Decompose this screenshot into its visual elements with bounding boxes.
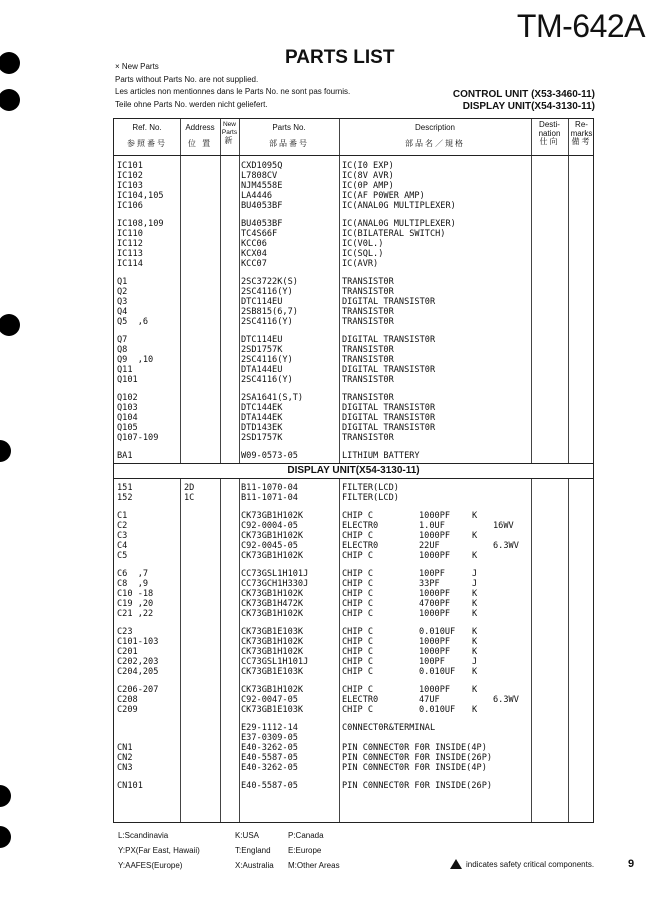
description-cell: PIN C0NNECT0R F0R INSIDE(4P) xyxy=(342,743,487,753)
tolerance-cell: K xyxy=(472,599,478,609)
parts-no-cell: E40-5587-05 xyxy=(241,781,298,791)
description-cell: DIGITAL TRANSIST0R xyxy=(342,423,436,433)
value-cell: 1.0UF xyxy=(419,521,445,531)
tolerance-cell: K xyxy=(472,647,478,657)
table-row xyxy=(114,521,593,531)
description-cell: IC(AVR) xyxy=(342,259,379,269)
parts-no-cell: NJM4558E xyxy=(241,181,283,191)
table-row xyxy=(114,483,593,493)
ref-cell: Q5 ,6 xyxy=(117,317,149,327)
parts-no-cell: 2SB815(6,7) xyxy=(241,307,298,317)
ref-cell: IC102 xyxy=(117,171,143,181)
table-row xyxy=(114,637,593,647)
tolerance-cell: J xyxy=(472,569,478,579)
table-row xyxy=(114,423,593,433)
ref-cell: CN1 xyxy=(117,743,133,753)
value-cell: 100PF xyxy=(419,657,445,667)
ref-cell: C201 xyxy=(117,647,138,657)
parts-no-cell: 2SC4116(Y) xyxy=(241,355,293,365)
ref-cell: 151 xyxy=(117,483,133,493)
description-cell: CHIP C xyxy=(342,579,374,589)
ref-cell: Q105 xyxy=(117,423,138,433)
table-row xyxy=(114,413,593,423)
ref-cell: Q102 xyxy=(117,393,138,403)
tolerance-cell: K xyxy=(472,511,478,521)
description-cell: TRANSIST0R xyxy=(342,433,394,443)
table-row xyxy=(114,433,593,443)
description-cell: TRANSIST0R xyxy=(342,317,394,327)
table-row xyxy=(114,627,593,637)
description-cell: IC(ANAL0G MULTIPLEXER) xyxy=(342,219,456,229)
legend-col-1: L:Scandinavia Y:PX(Far East, Hawaii) Y:AAFES(Europe) xyxy=(118,831,200,870)
description-cell: IC(I0 EXP) xyxy=(342,161,394,171)
description-cell: TRANSIST0R xyxy=(342,307,394,317)
ref-cell: C6 ,7 xyxy=(117,569,149,579)
ref-cell: C5 xyxy=(117,551,128,561)
parts-no-cell: E40-5587-05 xyxy=(241,753,298,763)
ref-cell: Q1 xyxy=(117,277,128,287)
header-address: Address 位 置 xyxy=(185,123,215,148)
table-row xyxy=(114,297,593,307)
description-cell: IC(ANAL0G MULTIPLEXER) xyxy=(342,201,456,211)
header-destination: Desti- nation 仕向 xyxy=(538,120,561,146)
tolerance-cell: K xyxy=(472,627,478,637)
note-fr: Les articles non mentionnes dans le Parts No. ne sont pas fournis. xyxy=(115,87,351,96)
table-row xyxy=(114,733,593,743)
ref-cell: IC104,105 xyxy=(117,191,164,201)
description-cell: TRANSIST0R xyxy=(342,287,394,297)
tolerance-cell: K xyxy=(472,531,478,541)
parts-no-cell: CC73GCH1H330J xyxy=(241,579,309,589)
description-cell: PIN C0NNECT0R F0R INSIDE(26P) xyxy=(342,781,493,791)
table-row xyxy=(114,541,593,551)
ref-cell: C2 xyxy=(117,521,128,531)
value-cell: 1000PF xyxy=(419,685,451,695)
ref-cell: IC101 xyxy=(117,161,143,171)
parts-no-cell: E40-3262-05 xyxy=(241,763,298,773)
ref-cell: C4 xyxy=(117,541,128,551)
description-cell: CHIP C xyxy=(342,705,374,715)
ref-cell: IC106 xyxy=(117,201,143,211)
parts-no-cell: DTC144EK xyxy=(241,403,283,413)
parts-no-cell: 2SD1757K xyxy=(241,433,283,443)
ref-cell: C8 ,9 xyxy=(117,579,149,589)
description-cell: IC(0P AMP) xyxy=(342,181,394,191)
table-row xyxy=(114,781,593,791)
value-cell: 0.010UF xyxy=(419,627,456,637)
parts-no-cell: CK73GB1H102K xyxy=(241,637,304,647)
header-remarks: Re- marks 備考 xyxy=(570,120,593,146)
parts-no-cell: 2SD1757K xyxy=(241,345,283,355)
parts-no-cell: CK73GB1H102K xyxy=(241,551,304,561)
ref-cell: Q8 xyxy=(117,345,128,355)
table-row xyxy=(114,393,593,403)
parts-no-cell: 2SA1641(S,T) xyxy=(241,393,304,403)
parts-no-cell: CK73GB1H102K xyxy=(241,685,304,695)
tolerance-cell: K xyxy=(472,685,478,695)
ref-cell: C10 -18 xyxy=(117,589,154,599)
parts-no-cell: W09-0573-05 xyxy=(241,451,298,461)
ref-cell: IC114 xyxy=(117,259,143,269)
ref-cell: C208 xyxy=(117,695,138,705)
table-row xyxy=(114,551,593,561)
ref-cell: CN3 xyxy=(117,763,133,773)
model-number: TM-642A xyxy=(516,8,645,44)
table-row xyxy=(114,685,593,695)
table-row xyxy=(114,599,593,609)
table-row xyxy=(114,743,593,753)
description-cell: IC(SQL.) xyxy=(342,249,384,259)
table-row xyxy=(114,317,593,327)
description-cell: DIGITAL TRANSIST0R xyxy=(342,403,436,413)
note-de: Teile ohne Parts No. werden nicht geliefert. xyxy=(115,99,268,109)
table-row xyxy=(114,511,593,521)
description-cell: CHIP C xyxy=(342,637,374,647)
safety-note: indicates safety critical components. xyxy=(450,859,594,869)
table-row xyxy=(114,493,593,503)
binder-hole xyxy=(0,314,20,336)
table-row xyxy=(114,259,593,269)
ref-cell: IC110 xyxy=(117,229,143,239)
address-cell: 1C xyxy=(184,493,195,503)
value-cell: 47UF xyxy=(419,695,440,705)
parts-no-cell: DTA144EK xyxy=(241,413,283,423)
ref-cell: C3 xyxy=(117,531,128,541)
table-row xyxy=(114,171,593,181)
description-cell: TRANSIST0R xyxy=(342,345,394,355)
table-row xyxy=(114,375,593,385)
description-cell: TRANSIST0R xyxy=(342,355,394,365)
value-cell: 1000PF xyxy=(419,531,451,541)
parts-no-cell: CC73GSL1H101J xyxy=(241,657,309,667)
description-cell: IC(8V AVR) xyxy=(342,171,394,181)
description-cell: TRANSIST0R xyxy=(342,277,394,287)
tolerance-cell: K xyxy=(472,589,478,599)
parts-no-cell: TC4S66F xyxy=(241,229,278,239)
description-cell: CHIP C xyxy=(342,599,374,609)
section-title: DISPLAY UNIT(X54-3130-11) xyxy=(287,465,420,476)
ref-cell: Q4 xyxy=(117,307,128,317)
voltage-cell: 6.3WV xyxy=(493,541,519,551)
description-cell: DIGITAL TRANSIST0R xyxy=(342,413,436,423)
table-row xyxy=(114,219,593,229)
description-cell: DIGITAL TRANSIST0R xyxy=(342,297,436,307)
ref-cell: 152 xyxy=(117,493,133,503)
table-row xyxy=(114,181,593,191)
tolerance-cell: K xyxy=(472,551,478,561)
value-cell: 33PF xyxy=(419,579,440,589)
table-row xyxy=(114,355,593,365)
tolerance-cell: J xyxy=(472,579,478,589)
table-row xyxy=(114,229,593,239)
ref-cell: C209 xyxy=(117,705,138,715)
parts-no-cell: DTA144EU xyxy=(241,365,283,375)
ref-cell: Q3 xyxy=(117,297,128,307)
header-description: Description 部品名／規格 xyxy=(405,123,465,148)
parts-no-cell: CK73GB1E103K xyxy=(241,627,304,637)
ref-cell: Q11 xyxy=(117,365,133,375)
parts-no-cell: E37-0309-05 xyxy=(241,733,298,743)
description-cell: CHIP C xyxy=(342,657,374,667)
description-cell: CHIP C xyxy=(342,511,374,521)
parts-no-cell: BU4053BF xyxy=(241,201,283,211)
note-en: Parts without Parts No. are not supplied. xyxy=(115,74,259,84)
description-cell: C0NNECT0R&TERMINAL xyxy=(342,723,436,733)
description-cell: CHIP C xyxy=(342,531,374,541)
table-row xyxy=(114,657,593,667)
parts-no-cell: KCX04 xyxy=(241,249,267,259)
table-row xyxy=(114,161,593,171)
parts-no-cell: E40-3262-05 xyxy=(241,743,298,753)
table-row xyxy=(114,201,593,211)
parts-no-cell: C92-0047-05 xyxy=(241,695,298,705)
value-cell: 22UF xyxy=(419,541,440,551)
description-cell: FILTER(LCD) xyxy=(342,493,399,503)
table-row xyxy=(114,695,593,705)
parts-table xyxy=(113,118,594,823)
ref-cell: C21 ,22 xyxy=(117,609,154,619)
header-new-parts: New Parts 新 xyxy=(221,121,238,145)
note-new-parts: × New Parts xyxy=(115,62,159,71)
parts-no-cell: CK73GB1H102K xyxy=(241,511,304,521)
parts-no-cell: 2SC3722K(S) xyxy=(241,277,298,287)
table-row xyxy=(114,763,593,773)
display-unit-heading: DISPLAY UNIT(X54-3130-11) xyxy=(462,100,595,112)
description-cell: FILTER(LCD) xyxy=(342,483,399,493)
value-cell: 1000PF xyxy=(419,647,451,657)
display-unit-section-header xyxy=(114,463,593,479)
table-row xyxy=(114,705,593,715)
parts-no-cell: CK73GB1E103K xyxy=(241,705,304,715)
parts-no-cell: B11-1070-04 xyxy=(241,483,298,493)
ref-cell: C101-103 xyxy=(117,637,159,647)
ref-cell: C23 xyxy=(117,627,133,637)
description-cell: LITHIUM BATTERY xyxy=(342,451,420,461)
value-cell: 1000PF xyxy=(419,609,451,619)
parts-no-cell: CK73GB1H102K xyxy=(241,647,304,657)
table-row xyxy=(114,579,593,589)
notes xyxy=(115,61,350,111)
table-row xyxy=(114,287,593,297)
legend-col-3: P:Canada E:Europe M:Other Areas xyxy=(288,831,340,870)
voltage-cell: 6.3WV xyxy=(493,695,519,705)
table-row xyxy=(114,277,593,287)
parts-no-cell: KCC06 xyxy=(241,239,267,249)
table-row xyxy=(114,307,593,317)
parts-no-cell: CK73GB1H102K xyxy=(241,589,304,599)
table-row xyxy=(114,753,593,763)
parts-no-cell: CC73GSL1H101J xyxy=(241,569,309,579)
description-cell: DIGITAL TRANSIST0R xyxy=(342,365,436,375)
table-row xyxy=(114,335,593,345)
ref-cell: CN101 xyxy=(117,781,143,791)
parts-no-cell: CK73GB1E103K xyxy=(241,667,304,677)
description-cell: ELECTR0 xyxy=(342,521,379,531)
description-cell: TRANSIST0R xyxy=(342,375,394,385)
value-cell: 0.010UF xyxy=(419,667,456,677)
description-cell: CHIP C xyxy=(342,551,374,561)
table-row xyxy=(114,239,593,249)
ref-cell: IC112 xyxy=(117,239,143,249)
parts-no-cell: CK73GB1H472K xyxy=(241,599,304,609)
table-row xyxy=(114,531,593,541)
description-cell: CHIP C xyxy=(342,685,374,695)
tolerance-cell: K xyxy=(472,705,478,715)
ref-cell: Q104 xyxy=(117,413,138,423)
description-cell: CHIP C xyxy=(342,609,374,619)
parts-no-cell: CK73GB1H102K xyxy=(241,531,304,541)
value-cell: 1000PF xyxy=(419,511,451,521)
binder-hole xyxy=(0,89,20,111)
parts-no-cell: CXD1095Q xyxy=(241,161,283,171)
parts-no-cell: 2SC4116(Y) xyxy=(241,317,293,327)
table-row xyxy=(114,451,593,461)
page-title: PARTS LIST xyxy=(285,47,395,68)
binder-hole xyxy=(0,826,11,848)
ref-cell: C19 ,20 xyxy=(117,599,154,609)
ref-cell: Q9 ,10 xyxy=(117,355,154,365)
binder-hole xyxy=(0,440,11,462)
parts-no-cell: DTC114EU xyxy=(241,335,283,345)
table-row xyxy=(114,345,593,355)
parts-no-cell: C92-0004-05 xyxy=(241,521,298,531)
description-cell: IC(V0L.) xyxy=(342,239,384,249)
description-cell: CHIP C xyxy=(342,589,374,599)
parts-no-cell: E29-1112-14 xyxy=(241,723,298,733)
table-row xyxy=(114,667,593,677)
ref-cell: BA1 xyxy=(117,451,133,461)
description-cell: PIN C0NNECT0R F0R INSIDE(26P) xyxy=(342,753,493,763)
parts-no-cell: KCC07 xyxy=(241,259,267,269)
tolerance-cell: J xyxy=(472,657,478,667)
parts-no-cell: LA4446 xyxy=(241,191,273,201)
parts-no-cell: B11-1071-04 xyxy=(241,493,298,503)
ref-cell: Q107-109 xyxy=(117,433,159,443)
table-row xyxy=(114,191,593,201)
parts-no-cell: DTD143EK xyxy=(241,423,283,433)
description-cell: IC(AF P0WER AMP) xyxy=(342,191,425,201)
warning-triangle-icon xyxy=(450,859,462,869)
description-cell: PIN C0NNECT0R F0R INSIDE(4P) xyxy=(342,763,487,773)
description-cell: DIGITAL TRANSIST0R xyxy=(342,335,436,345)
description-cell: IC(BILATERAL SWITCH) xyxy=(342,229,446,239)
binder-hole xyxy=(0,52,20,74)
table-row xyxy=(114,609,593,619)
tolerance-cell: K xyxy=(472,609,478,619)
ref-cell: CN2 xyxy=(117,753,133,763)
description-cell: ELECTR0 xyxy=(342,695,379,705)
ref-cell: C202,203 xyxy=(117,657,159,667)
value-cell: 1000PF xyxy=(419,637,451,647)
description-cell: ELECTR0 xyxy=(342,541,379,551)
page-number: 9 xyxy=(628,858,635,870)
value-cell: 0.010UF xyxy=(419,705,456,715)
ref-cell: C1 xyxy=(117,511,128,521)
description-cell: CHIP C xyxy=(342,627,374,637)
control-unit-heading: CONTROL UNIT (X53-3460-11) xyxy=(452,89,595,100)
description-cell: TRANSIST0R xyxy=(342,393,394,403)
parts-no-cell: C92-0045-05 xyxy=(241,541,298,551)
description-cell: CHIP C xyxy=(342,667,374,677)
ref-cell: Q7 xyxy=(117,335,128,345)
parts-no-cell: 2SC4116(Y) xyxy=(241,287,293,297)
ref-cell: Q101 xyxy=(117,375,138,385)
header-parts-no: Parts No. 部品番号 xyxy=(269,123,309,148)
header-ref: Ref. No. 参照番号 xyxy=(127,123,167,148)
ref-cell: Q103 xyxy=(117,403,138,413)
table-row xyxy=(114,647,593,657)
ref-cell: C206-207 xyxy=(117,685,159,695)
table-row xyxy=(114,403,593,413)
value-cell: 1000PF xyxy=(419,551,451,561)
description-cell: CHIP C xyxy=(342,647,374,657)
description-cell: CHIP C xyxy=(342,569,374,579)
parts-no-cell: 2SC4116(Y) xyxy=(241,375,293,385)
table-header xyxy=(114,119,593,156)
table-row xyxy=(114,589,593,599)
parts-no-cell: DTC114EU xyxy=(241,297,283,307)
value-cell: 4700PF xyxy=(419,599,451,609)
parts-no-cell: L7808CV xyxy=(241,171,278,181)
table-row xyxy=(114,723,593,733)
legend-col-2: K:USA T:England X:Australia xyxy=(235,831,274,870)
table-body xyxy=(114,161,593,791)
table-row xyxy=(114,569,593,579)
value-cell: 1000PF xyxy=(419,589,451,599)
binder-hole xyxy=(0,785,11,807)
voltage-cell: 16WV xyxy=(493,521,514,531)
table-row xyxy=(114,365,593,375)
ref-cell: C204,205 xyxy=(117,667,159,677)
address-cell: 2D xyxy=(184,483,195,493)
ref-cell: IC108,109 xyxy=(117,219,164,229)
table-row xyxy=(114,249,593,259)
ref-cell: IC103 xyxy=(117,181,143,191)
tolerance-cell: K xyxy=(472,667,478,677)
ref-cell: IC113 xyxy=(117,249,143,259)
ref-cell: Q2 xyxy=(117,287,128,297)
value-cell: 100PF xyxy=(419,569,445,579)
parts-no-cell: CK73GB1H102K xyxy=(241,609,304,619)
unit-headings xyxy=(453,89,595,112)
tolerance-cell: K xyxy=(472,637,478,647)
parts-no-cell: BU4053BF xyxy=(241,219,283,229)
